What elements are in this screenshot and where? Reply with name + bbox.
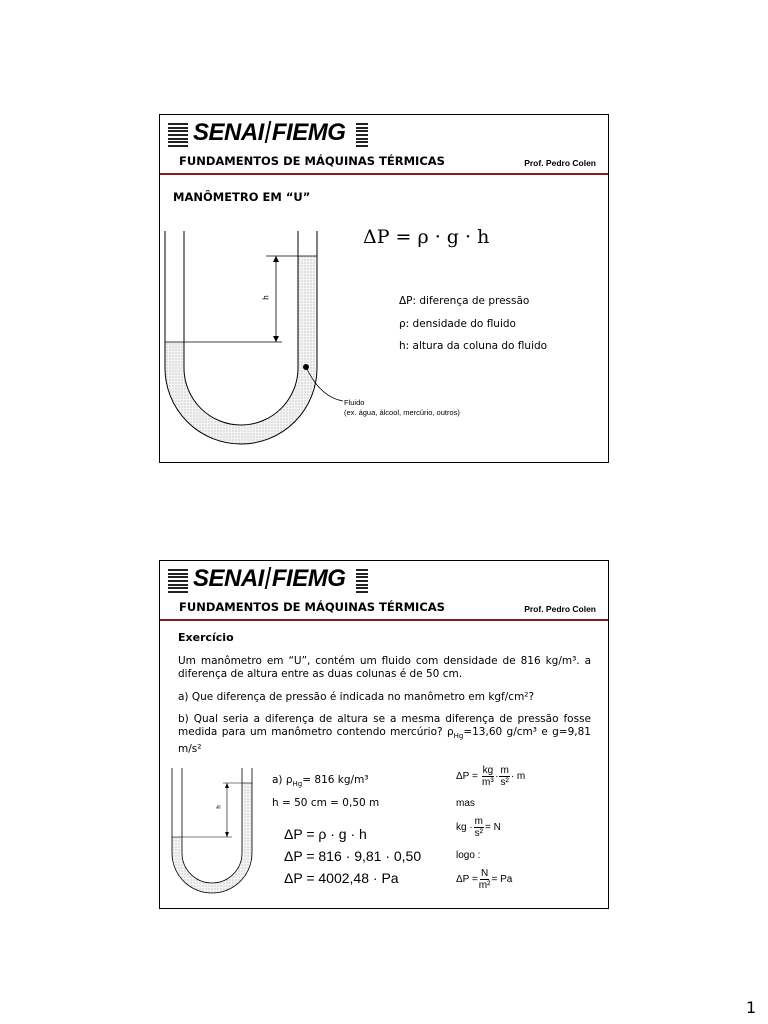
professor-name: Prof. Pedro Colen	[524, 604, 596, 614]
equation-result: ΔP = 4002,48 · Pa	[284, 870, 399, 886]
definition-rho: ρ: densidade do fluido	[399, 318, 516, 330]
units-line-2: kg · $\frac{m}{\text{s²}}$ = N	[456, 816, 501, 839]
tube-inner-wall	[182, 768, 242, 883]
logo-senai: SENAI	[193, 565, 264, 592]
definition-delta-p: ΔP: diferença de pressão	[399, 295, 530, 307]
course-title: FUNDAMENTOS DE MÁQUINAS TÉRMICAS	[179, 600, 445, 614]
logo-fiemg: FIEMG	[271, 565, 346, 592]
logo-fiemg: FIEMG	[271, 119, 346, 146]
page-number: 1	[746, 998, 757, 1017]
exercise-title: Exercício	[178, 631, 234, 644]
question-b: b) Qual seria a diferença de altura se a mesma diferença de pressão fosse medida para um manômetro contendo mercúrio? $\rho_{Hg}=13,60$ g/cm³ e g=9,81 m/s²	[178, 713, 591, 756]
equation-substituted: ΔP = 816 · 9,81 · 0,50	[284, 848, 422, 864]
slide-title: MANÔMETRO EM “U”	[173, 190, 311, 204]
course-title: FUNDAMENTOS DE MÁQUINAS TÉRMICAS	[179, 154, 445, 168]
units-mas: mas	[456, 798, 475, 809]
h-label: h	[261, 295, 271, 300]
problem-statement: Um manômetro em “U”, contém um fluido com densidade de 816 kg/m³. a diferença de altura entre as duas colunas é de 50 cm.	[178, 655, 591, 680]
fluid-label	[344, 398, 460, 418]
tube-inner-wall	[184, 231, 298, 425]
logo-senai: SENAI	[193, 119, 264, 146]
h-label: h	[216, 805, 223, 809]
fluid-fill	[165, 256, 317, 444]
slide-manometro	[159, 114, 609, 463]
answer-height: h = 50 cm = 0,50 m	[272, 797, 380, 809]
equation-general: ΔP = ρ · g · h	[284, 826, 367, 842]
answer-density: a) $\rho_{Hg}= 816$ kg/m³	[272, 774, 369, 789]
question-a: a) Que diferença de pressão é indicada no manômetro em kgf/cm²?	[178, 691, 535, 703]
slide-exercicio	[159, 560, 609, 909]
units-line-3: ΔP = $\frac{N}{\text{m²}}$ = Pa	[456, 868, 513, 891]
fluid-label-examples: (ex. água, álcool, mercúrio, outros)	[344, 408, 460, 417]
definition-h: h: altura da coluna do fluido	[399, 340, 548, 352]
units-logo: logo :	[456, 850, 481, 861]
professor-name: Prof. Pedro Colen	[524, 158, 596, 168]
fluid-fill	[172, 783, 252, 893]
units-line-1: ΔP = $\frac{kg}{\text{m³}}$ · $\frac{m}{\text{s²}}$ · m	[456, 765, 526, 788]
pressure-formula: ΔP = ρ · g · h	[363, 226, 490, 248]
fluid-label-title: Fluido	[344, 398, 365, 407]
